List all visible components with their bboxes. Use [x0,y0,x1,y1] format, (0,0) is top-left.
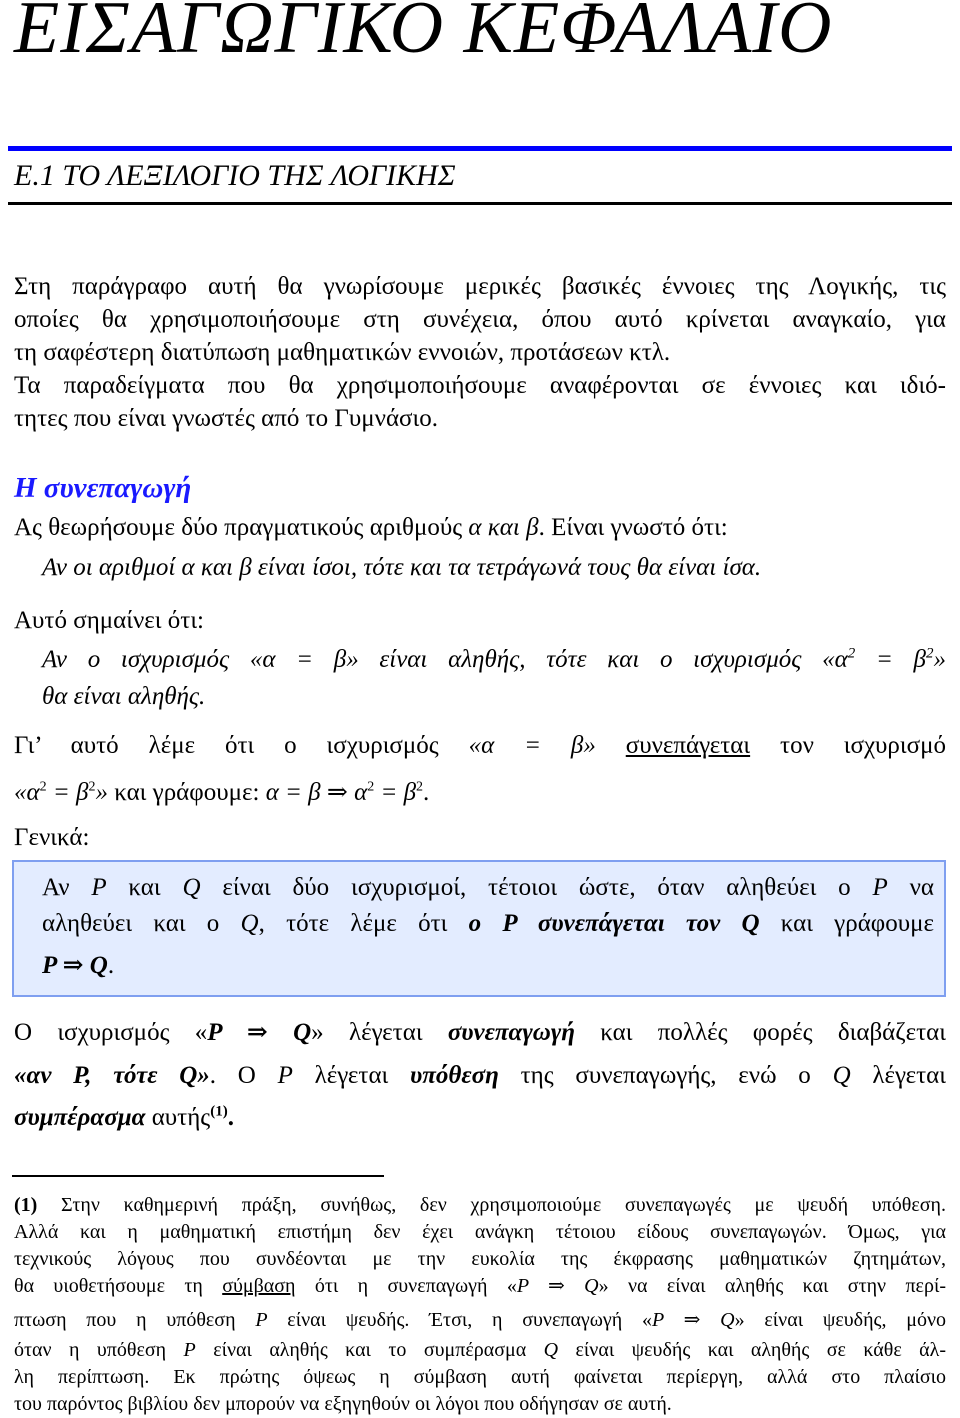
footnote-line-3: τεχνικούς λόγους που συνδέονται με την ευκολία της έκφρασης μαθηματικών ζητημάτων, [14,1248,946,1270]
definition-line-3: P ⇒ Q. [42,952,115,979]
intro-line-4: Τα παραδείγματα που θα χρησιμοποιήσουμε αναφέρονται σε έννοιες και ιδιό- [14,372,946,399]
footnote-line-5: πτωση που η υπόθεση P είναι ψευδής. Έτσι, η συνεπαγωγή «P ⇒ Q» είναι ψευδής, μόνο [14,1309,947,1331]
closing-line-3: συμπέρασμα αυτής$^{(1)}$. [14,1103,234,1131]
example-claim-line: Αν ο ισχυρισμός «α = β» είναι αληθής, τότε και ο ισχυρισμός «$\alpha^2 = \beta^2$» [42,645,946,673]
implies-formula-line: «$\alpha^2 = \beta^2$» και γράφουμε: α = β ⇒ $\alpha^2 = \beta^2$. [14,779,430,806]
footnote-line-6: όταν η υπόθεση P είναι αληθής και το συμπέρασμα Q είναι ψευδής και αληθής σε κάθε άλ- [14,1339,946,1361]
intro-line-5: τητες που είναι γνωστές από το Γυμνάσιο. [14,405,438,432]
footnote-line-2: Αλλά και η μαθηματική επιστήμη δεν έχει ανάγκη τέτοιου είδους συνεπαγωγών. Όμως, για [14,1221,946,1243]
footnote-reference: (1) [210,1103,228,1120]
footnote-line-8: του παρόντος βιβλίου δεν μπορούν να εξηγηθούν οι λόγοι που οδήγησαν σε αυτή. [14,1393,672,1415]
definition-formula: P ⇒ Q [42,952,108,979]
footnote-line-4: θα υιοθετήσουμε τη σύμβαση ότι η συνεπαγωγή «P ⇒ Q» να είναι αληθής και στην περί- [14,1275,946,1297]
example-claim-line-2: θα είναι αληθής. [42,683,206,710]
example-line: Αν οι αριθμοί α και β είναι ίσοι, τότε και τα τετράγωνά τους θα είναι ίσα. [42,554,762,581]
footnote-marker: (1) [14,1194,38,1216]
consider-line: Ας θεωρήσουμε δύο πραγματικούς αριθμούς α και β. Είναι γνωστό ότι: [14,514,728,541]
footnote-line-7: λη περίπτωση. Εκ πρώτης όψεως η σύμβαση αυτή φαίνεται περίεργη, αλλά στο πλαίσιο [14,1366,946,1388]
intro-line-3: τη σαφέστερη διατύπωση μαθηματικών εννοιών, προτάσεων κτλ. [14,339,671,366]
chapter-divider [8,146,952,151]
implies-line: Γι’ αυτό λέμε ότι ο ισχυρισμός «α = β» συνεπάγεται τον ισχυρισμό [14,732,947,759]
definition-line-2: αληθεύει και ο Q, τότε λέμε ότι ο P συνεπάγεται τον Q και γράφουμε [42,910,934,937]
footnote-line-1: (1) Στην καθημερινή πράξη, συνήθως, δεν χρησιμοποιούμε συνεπαγωγές με ψευδή υπόθεση. [14,1194,946,1216]
intro-line-2: οποίες θα χρησιμοποιήσουμε στη συνέχεια, όπου αυτό κρίνεται αναγκαίο, για [14,306,946,333]
definition-line-1: Αν P και Q είναι δύο ισχυρισμοί, τέτοιοι ώστε, όταν αληθεύει ο P να [42,874,934,901]
section-title: Ε.1 ΤΟ ΛΕΞΙΛΟΓΙΟ ΤΗΣ ΛΟΓΙΚΗΣ [14,159,456,192]
convention-term: σύμβαση [222,1275,296,1297]
generally-label: Γενικά: [14,824,90,851]
closing-line-2: «αν P, τότε Q». Ο P λέγεται υπόθεση της συνεπαγωγής, ενώ ο Q λέγεται [14,1062,947,1089]
means-line: Αυτό σημαίνει ότι: [14,607,205,634]
intro-line-1: Στη παράγραφο αυτή θα γνωρίσουμε μερικές βασικές έννοιες της Λογικής, τις [14,273,946,300]
section-divider [8,202,952,205]
implies-term: συνεπάγεται [625,732,751,759]
subheading-implication: Η συνεπαγωγή [14,472,192,504]
closing-line-1: Ο ισχυρισμός «P ⇒ Q» λέγεται συνεπαγωγή και πολλές φορές διαβάζεται [14,1019,946,1046]
chapter-title: ΕΙΣΑΓΩΓΙΚΟ ΚΕΦΑΛΑΙΟ [14,0,833,69]
footnote-divider [12,1175,384,1177]
